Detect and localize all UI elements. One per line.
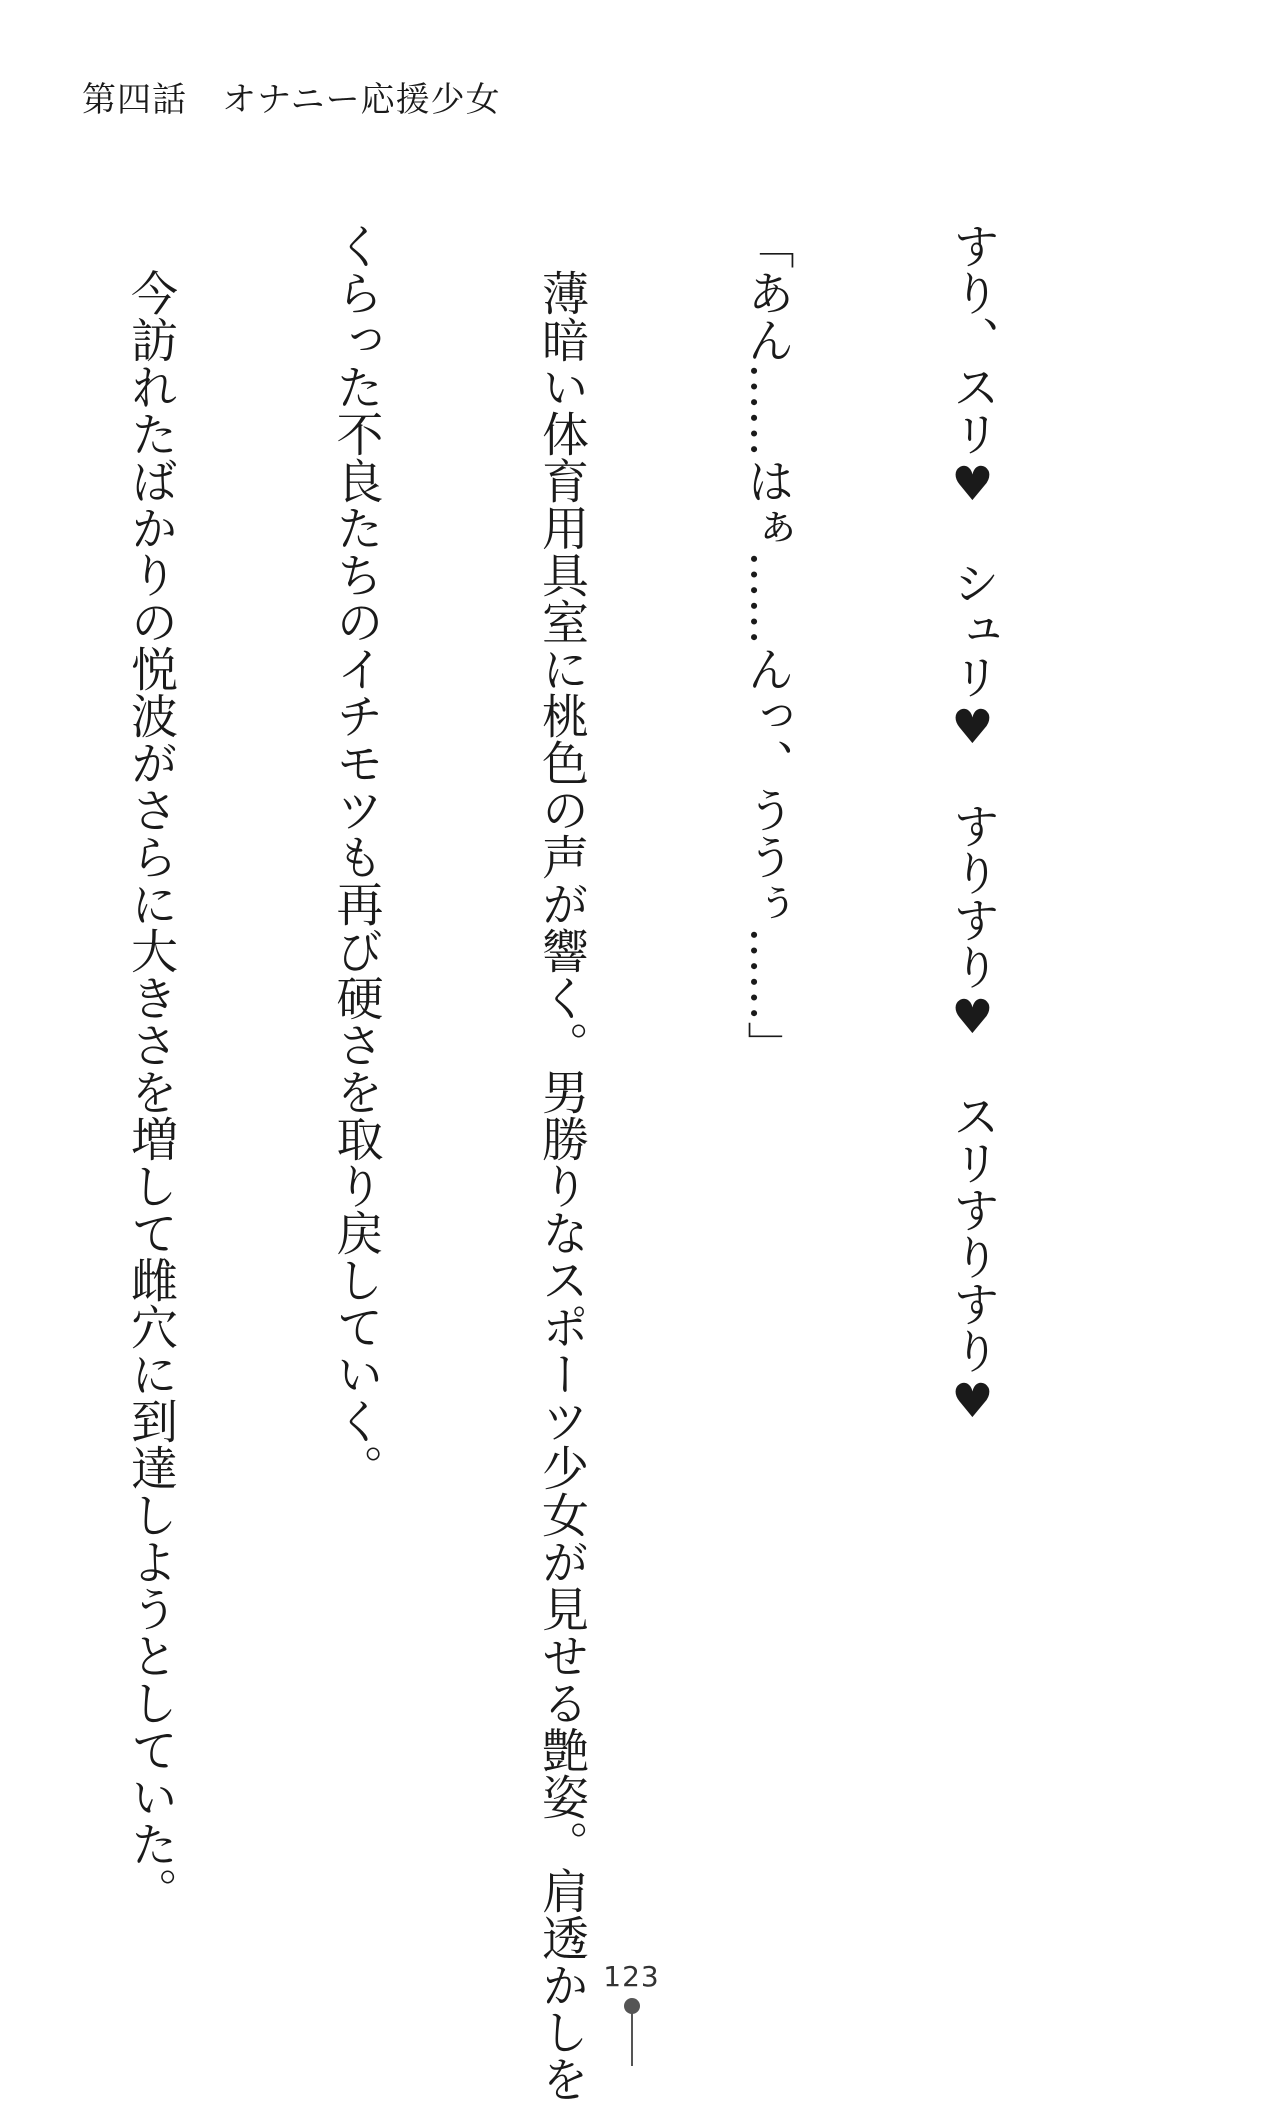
text-column: 今訪れたばかりの悦波がさらに大きさを増して雌穴に到達しようとしていた。 [123, 222, 178, 1914]
text-column: 薄暗い体育用具室に桃色の声が響く。男勝りなスポーツ少女が見せる艶姿。肩透かしを [534, 222, 589, 2102]
page-marker-line [631, 2012, 633, 2066]
running-header: 第四話 オナニー応援少女 [82, 80, 501, 120]
page-number: 123 [603, 1960, 660, 1993]
text-column: くらった不良たちのイチモツも再び硬さを取り戻していく。 [328, 222, 384, 1491]
text-column: すり、スリ♥ シュリ♥ すりすり♥ スリすりすり♥ [945, 222, 1000, 1429]
text-column: 「あん……はぁ……んっ、ううぅ……」 [739, 222, 795, 1068]
